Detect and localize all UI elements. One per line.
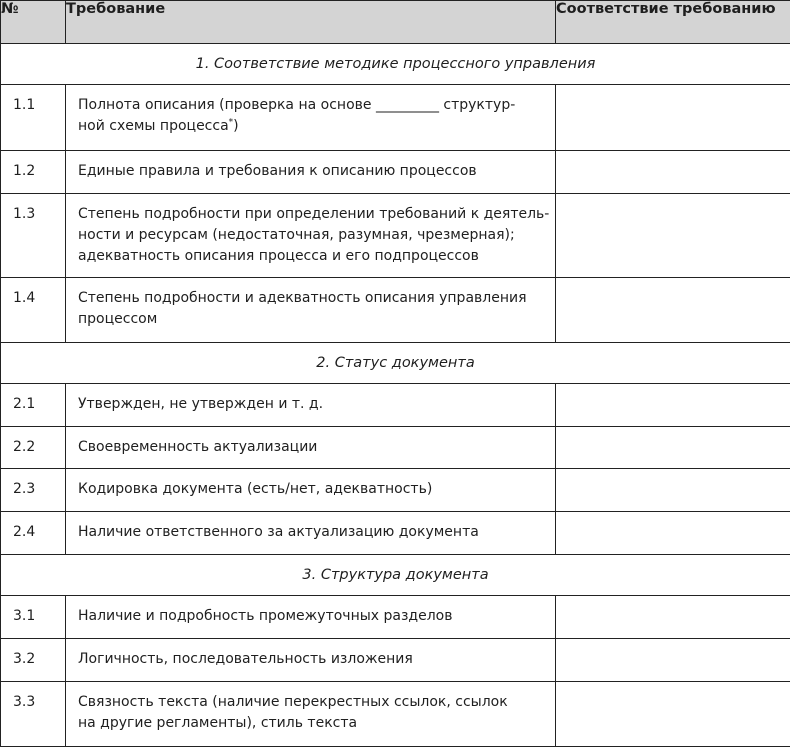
requirement-line: ной схемы процесса*) [78,116,539,137]
row-number: 3.3 [1,682,66,747]
requirement-text: ной схемы процесса [78,118,229,134]
section-title: 1. Соответствие методике процессного управления [1,44,790,85]
section-title: 3. Структура документа [1,555,790,596]
section-row [1,343,790,384]
row-match-cell[interactable] [556,682,790,747]
requirement-line: Степень подробности при определении требований к деятель- [78,204,539,225]
table-row [1,278,790,343]
header-match: Соответствие требованию [556,1,790,44]
requirement-line: Наличие и подробность промежуточных разделов [78,606,539,627]
requirement-line: Утвержден, не утвержден и т. д. [78,394,539,415]
header-requirement: Требование [66,1,556,44]
row-match-cell[interactable] [556,596,790,639]
requirement-line: Единые правила и требования к описанию процессов [78,161,539,182]
row-requirement [66,194,556,278]
row-number: 2.3 [1,469,66,512]
row-match-cell[interactable] [556,194,790,278]
table-row [1,194,790,278]
row-match-cell[interactable] [556,85,790,151]
row-requirement [66,682,556,747]
row-number: 2.1 [1,384,66,427]
row-match-cell[interactable] [556,512,790,555]
requirement-line: Полнота описания (проверка на основе _________ структур- [78,95,539,116]
row-match-cell[interactable] [556,278,790,343]
row-number: 1.4 [1,278,66,343]
table-row [1,682,790,747]
footnote-mark: * [229,117,234,127]
table-row [1,384,790,427]
table-row [1,427,790,469]
requirement-line: Степень подробности и адекватность описания управления [78,288,539,309]
row-requirement [66,384,556,427]
requirement-line: Своевременность актуализации [78,437,539,458]
row-match-cell[interactable] [556,427,790,469]
requirement-line: на другие регламенты), стиль текста [78,713,539,734]
row-requirement [66,85,556,151]
row-requirement [66,151,556,194]
row-number: 1.2 [1,151,66,194]
table-row [1,639,790,682]
row-number: 1.3 [1,194,66,278]
row-number: 2.2 [1,427,66,469]
requirement-line: ности и ресурсам (недостаточная, разумная, чрезмерная); [78,225,539,246]
header-number: № [1,1,66,44]
row-number: 2.4 [1,512,66,555]
table-row [1,469,790,512]
section-row [1,555,790,596]
row-requirement [66,512,556,555]
table-header-row [1,1,790,44]
row-number: 3.1 [1,596,66,639]
requirement-line: Логичность, последовательность изложения [78,649,539,670]
table-row [1,85,790,151]
section-title: 2. Статус документа [1,343,790,384]
table-row [1,151,790,194]
table-row [1,512,790,555]
requirement-line: Наличие ответственного за актуализацию документа [78,522,539,543]
row-requirement [66,596,556,639]
row-requirement [66,427,556,469]
requirement-line: Связность текста (наличие перекрестных ссылок, ссылок [78,692,539,713]
row-number: 3.2 [1,639,66,682]
row-match-cell[interactable] [556,469,790,512]
row-match-cell[interactable] [556,151,790,194]
row-requirement [66,639,556,682]
requirement-line: Кодировка документа (есть/нет, адекватность) [78,479,539,500]
row-match-cell[interactable] [556,384,790,427]
requirement-line: адекватность описания процесса и его подпроцессов [78,246,539,267]
row-requirement [66,469,556,512]
row-number: 1.1 [1,85,66,151]
row-match-cell[interactable] [556,639,790,682]
requirement-line: процессом [78,309,539,330]
table-row [1,596,790,639]
section-row [1,44,790,85]
row-requirement [66,278,556,343]
